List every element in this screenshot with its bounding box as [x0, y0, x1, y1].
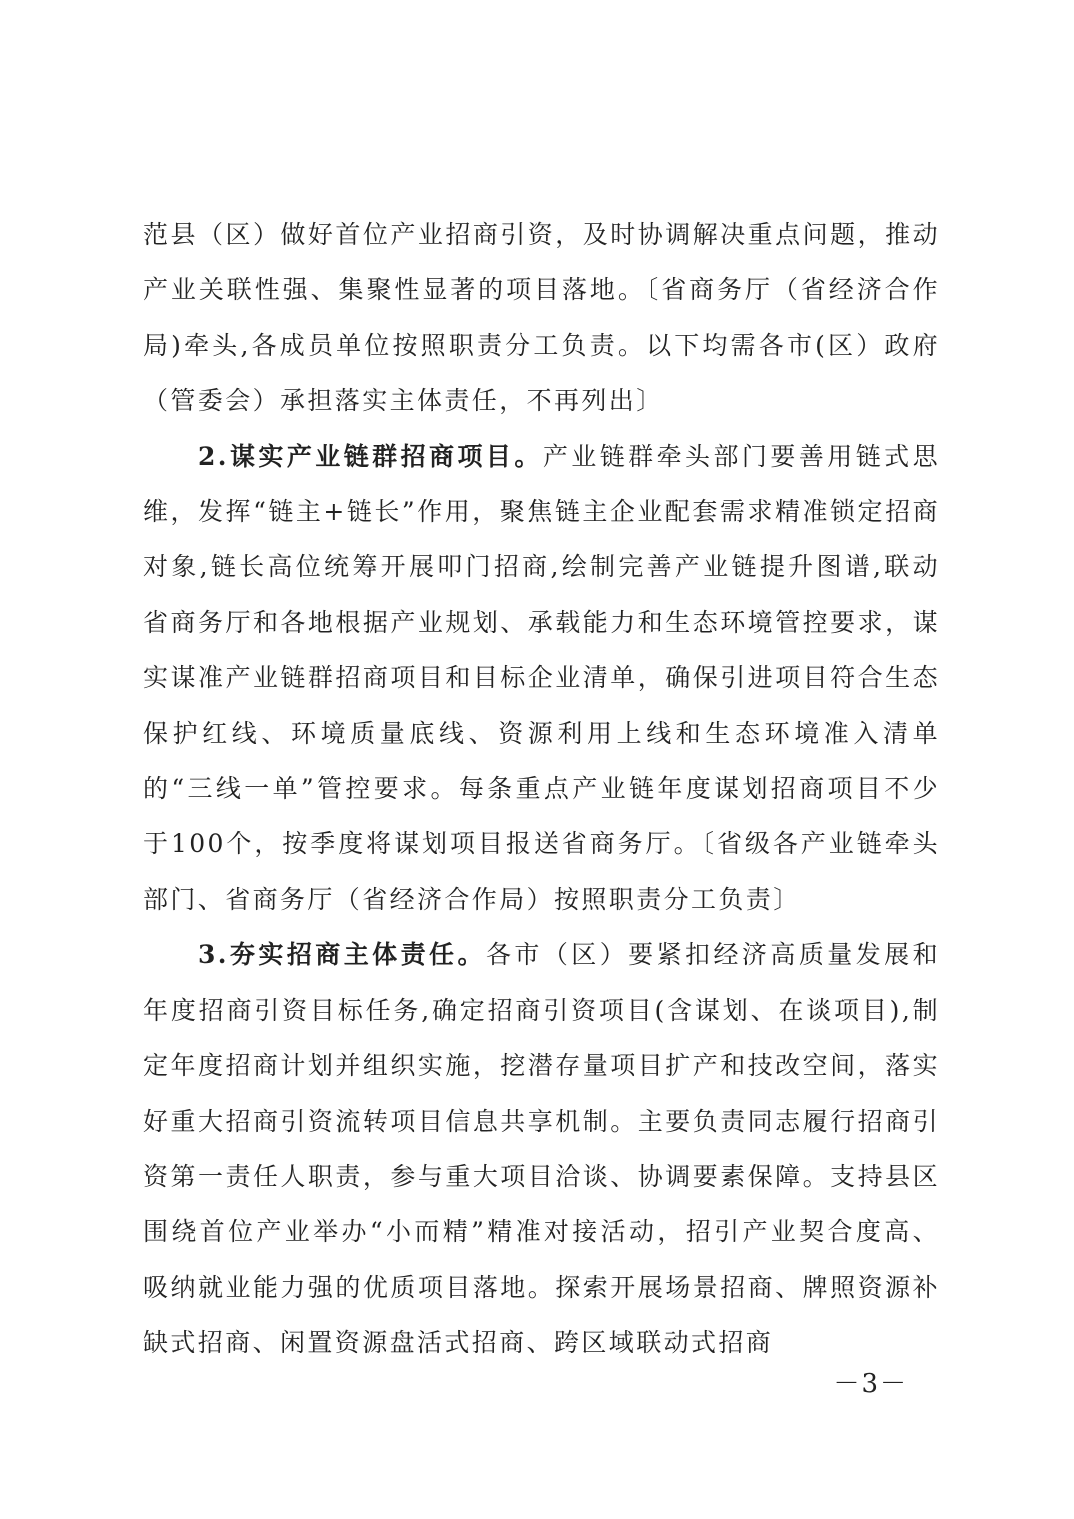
paragraph-text: 各市（区）要紧扣经济高质量发展和年度招商引资目标任务,确定招商引资项目(含谋划、在谈项目),制定年度招商计划并组织实施，挖潜存量项目扩产和技改空间，落实好重大招商引资流转项目信息共享机制。主要负责同志履行招商引资第一责任人职责，参与重大项目洽谈、协调要素保障。支持县区围绕首位产业举办“小而精”精准对接活动，招引产业契合度高、吸纳就业能力强的优质项目落地。探索开展场景招商、牌照资源补缺式招商、闲置资源盘活式招商、跨区域联动式招商 — [143, 940, 940, 1358]
paragraph-text: 产业链群牵头部门要善用链式思维，发挥“链主+链长”作用，聚焦链主企业配套需求精准锁定招商对象,链长高位统筹开展叩门招商,绘制完善产业链提升图谱,联动省商务厅和各地根据产业规划、承载能力和生态环境管控要求，谋实谋准产业链群招商项目和目标企业清单，确保引进项目符合生态保护红线、环境质量底线、资源利用上线和生态环境准入清单的“三线一单”管控要求。每条重点产业链年度谋划招商项目不少于100个，按季度将谋划项目报送省商务厅。〔省级各产业链牵头部门、省商务厅（省经济合作局）按照职责分工负责〕 — [143, 441, 940, 914]
paragraph-continuation — [143, 207, 940, 429]
paragraph-item-3 — [143, 927, 940, 1370]
paragraph-text: 范县（区）做好首位产业招商引资，及时协调解决重点问题，推动产业关联性强、集聚性显著的项目落地。〔省商务厅（省经济合作局)牵头,各成员单位按照职责分工负责。以下均需各市(区）政府（管委会）承担落实主体责任，不再列出〕 — [143, 220, 940, 416]
item-2-heading: 2.谋实产业链群招商项目。 — [198, 441, 543, 471]
page-number: －3－ — [833, 1369, 908, 1399]
body-text — [143, 207, 940, 1371]
paragraph-item-2 — [143, 429, 940, 928]
item-3-heading: 3.夯实招商主体责任。 — [198, 940, 486, 970]
